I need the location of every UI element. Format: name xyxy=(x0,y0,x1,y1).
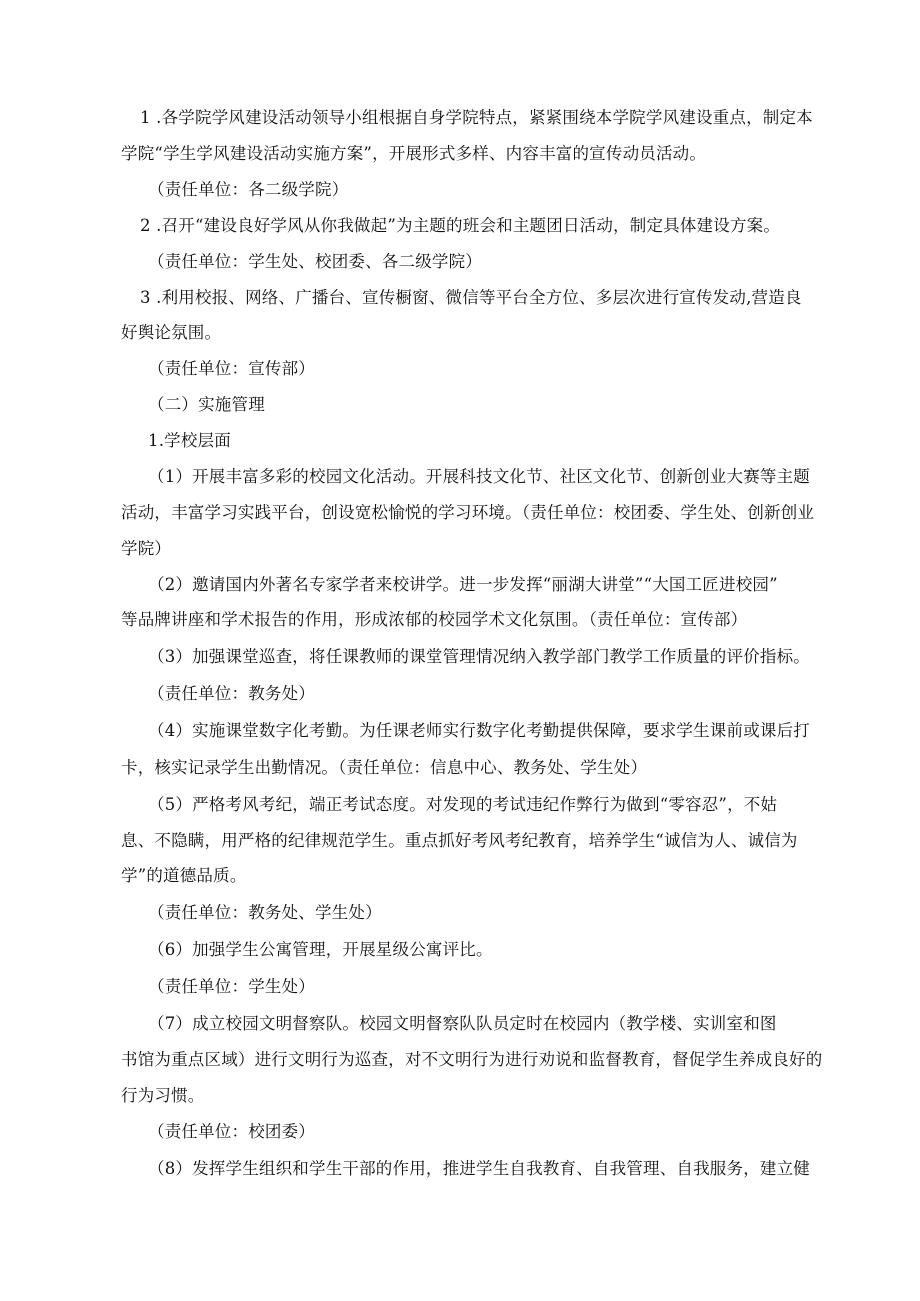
text-line: （2）邀请国内外著名专家学者来校讲学。进一步发挥“丽湖大讲堂”“大国工匠进校园” xyxy=(148,575,778,594)
text-line: 3 .利用校报、网络、广播台、宣传橱窗、微信等平台全方位、多层次进行宣传发动,营造良 xyxy=(140,288,802,307)
section-heading: （二）实施管理 xyxy=(148,395,265,414)
text-line: （5）严格考风考纪，端正考试态度。对发现的考试违纪作弊行为做到“零容忍”，不姑 xyxy=(148,795,778,814)
text-line: 2 .召开“建设良好学风从你我做起”为主题的班会和主题团日活动，制定具体建设方案。 xyxy=(140,216,781,235)
text-line: （责任单位：教务处） xyxy=(148,684,315,703)
text-line: （责任单位：学生处） xyxy=(148,977,315,996)
text-line: 息、不隐瞒，用严格的纪律规范学生。重点抓好考风考纪教育，培养学生“诚信为人、诚信为 xyxy=(121,831,798,850)
text-line: 书馆为重点区域）进行文明行为巡查，对不文明行为进行劝说和监督教育，督促学生养成良好的 xyxy=(121,1050,823,1069)
text-line: 学院） xyxy=(121,539,172,558)
text-line: 活动，丰富学习实践平台，创设宽松愉悦的学习环境。（责任单位：校团委、学生处、创新创业 xyxy=(121,503,815,522)
text-line: 学”的道德品质。 xyxy=(121,866,247,885)
text-line: （1）开展丰富多彩的校园文化活动。开展科技文化节、社区文化节、创新创业大赛等主题 xyxy=(148,467,810,486)
text-line: （责任单位：学生处、校团委、各二级学院） xyxy=(148,252,482,271)
text-line: （6）加强学生公寓管理，开展星级公寓评比。 xyxy=(148,940,493,959)
text-line: （责任单位：宣传部） xyxy=(148,359,315,378)
text-line: （4）实施课堂数字化考勤。为任课老师实行数字化考勤提供保障，要求学生课前或课后打 xyxy=(148,721,810,740)
subsection-heading: 1.学校层面 xyxy=(148,431,231,450)
text-line: （责任单位：各二级学院） xyxy=(148,180,349,199)
text-line: 好舆论氛围。 xyxy=(121,323,222,342)
text-line: （3）加强课堂巡查，将任课教师的课堂管理情况纳入教学部门教学工作质量的评价指标。 xyxy=(148,647,810,666)
text-line: 行为习惯。 xyxy=(121,1086,205,1105)
text-line: （责任单位：校团委） xyxy=(148,1122,315,1141)
text-line: 学院“学生学风建设活动实施方案”，开展形式多样、内容丰富的宣传动员活动。 xyxy=(121,144,707,163)
text-line: 等品牌讲座和学术报告的作用，形成浓郁的校园学术文化氛围。（责任单位：宣传部） xyxy=(121,610,748,629)
text-line: 1 .各学院学风建设活动领导小组根据自身学院特点，紧紧围绕本学院学风建设重点，制定本 xyxy=(140,108,813,127)
text-line: （责任单位：教务处、学生处） xyxy=(148,903,382,922)
text-line: 卡，核实记录学生出勤情况。（责任单位：信息中心、教务处、学生处） xyxy=(121,758,648,777)
text-line: （7）成立校园文明督察队。校园文明督察队队员定时在校园内（教学楼、实训室和图 xyxy=(148,1014,777,1033)
text-line: （8）发挥学生组织和学生干部的作用，推进学生自我教育、自我管理、自我服务，建立健 xyxy=(148,1159,810,1178)
